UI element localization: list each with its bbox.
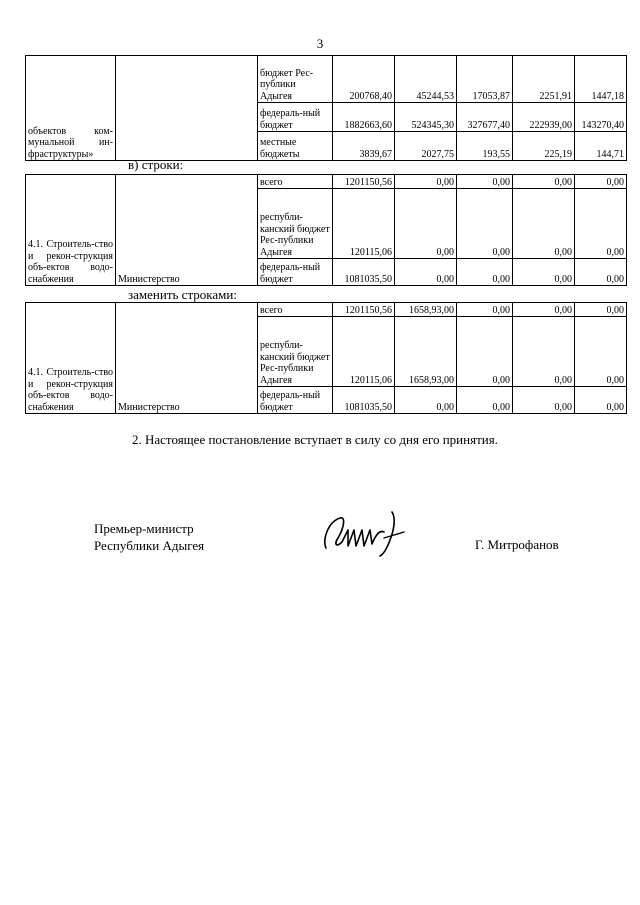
signatory-title [94,520,204,554]
value-cell: 0,00 [575,189,627,259]
value-cell: 0,00 [513,259,575,286]
value-cell: 193,55 [457,132,513,161]
value-cell: 1882663,60 [333,103,395,132]
value-cell: 0,00 [513,387,575,414]
signatory-title-line2: Республики Адыгея [94,538,205,553]
source-cell: республи-канский бюджет Рес-публики Адыгея [258,189,333,259]
value-cell: 0,00 [513,317,575,387]
responsible-cell: Министерство [116,303,258,414]
page-number: 3 [316,36,324,51]
value-cell: 524345,30 [395,103,457,132]
value-cell: 225,19 [513,132,575,161]
value-cell: 0,00 [395,175,457,189]
source-cell: федераль-ный бюджет [258,259,333,286]
value-cell: 1447,18 [575,56,627,103]
source-cell: федераль-ный бюджет [258,103,333,132]
object-name-cell: 4.1. Строитель-ство и рекон-струкция объ-ектов водо-снабжения [26,175,116,286]
signature-graphic [318,508,410,558]
value-cell: 143270,40 [575,103,627,132]
value-cell: 45244,53 [395,56,457,103]
object-name-cell: объектов ком-мунальной ин-фраструктуры» [26,56,116,161]
value-cell: 0,00 [457,259,513,286]
value-cell: 0,00 [395,259,457,286]
value-cell: 0,00 [395,189,457,259]
budget-table-top [25,55,627,161]
value-cell: 2251,91 [513,56,575,103]
value-cell: 3839,67 [333,132,395,161]
source-cell: всего [258,175,333,189]
value-cell: 0,00 [575,387,627,414]
section-label-replace: заменить строками: [128,287,237,302]
source-cell: республи-канский бюджет Рес-публики Адыгея [258,317,333,387]
value-cell: 1658,93,00 [395,317,457,387]
value-cell: 0,00 [457,189,513,259]
value-cell: 0,00 [457,317,513,387]
value-cell: 327677,40 [457,103,513,132]
source-cell: федераль-ный бюджет [258,387,333,414]
value-cell: 0,00 [575,259,627,286]
value-cell: 2027,75 [395,132,457,161]
value-cell: 0,00 [575,303,627,317]
value-cell: 1201150,56 [333,175,395,189]
responsible-cell: Министерство [116,175,258,286]
source-cell: местные бюджеты [258,132,333,161]
value-cell: 200768,40 [333,56,395,103]
value-cell: 120115,06 [333,317,395,387]
section-label-v: в) строки: [128,157,184,172]
value-cell: 0,00 [513,175,575,189]
value-cell: 0,00 [575,317,627,387]
value-cell: 0,00 [513,303,575,317]
signatory-name: Г. Митрофанов [475,537,559,552]
value-cell: 222939,00 [513,103,575,132]
value-cell: 0,00 [575,175,627,189]
value-cell: 0,00 [513,189,575,259]
object-name-cell: 4.1. Строитель-ство и рекон-струкция объ-ектов водо-снабжения [26,303,116,414]
value-cell: 120115,06 [333,189,395,259]
source-cell: бюджет Рес-публики Адыгея [258,56,333,103]
value-cell: 144,71 [575,132,627,161]
value-cell: 0,00 [457,387,513,414]
signatory-title-line1: Премьер-министр [94,521,194,536]
value-cell: 0,00 [457,175,513,189]
value-cell: 1658,93,00 [395,303,457,317]
value-cell: 0,00 [395,387,457,414]
source-cell: всего [258,303,333,317]
budget-table-new [25,302,627,414]
value-cell: 1081035,50 [333,387,395,414]
paragraph-effective-date: 2. Настоящее постановление вступает в силу со дня его принятия. [132,432,498,447]
value-cell: 17053,87 [457,56,513,103]
value-cell: 0,00 [457,303,513,317]
responsible-cell [116,56,258,161]
value-cell: 1081035,50 [333,259,395,286]
value-cell: 1201150,56 [333,303,395,317]
budget-table-old [25,174,627,286]
